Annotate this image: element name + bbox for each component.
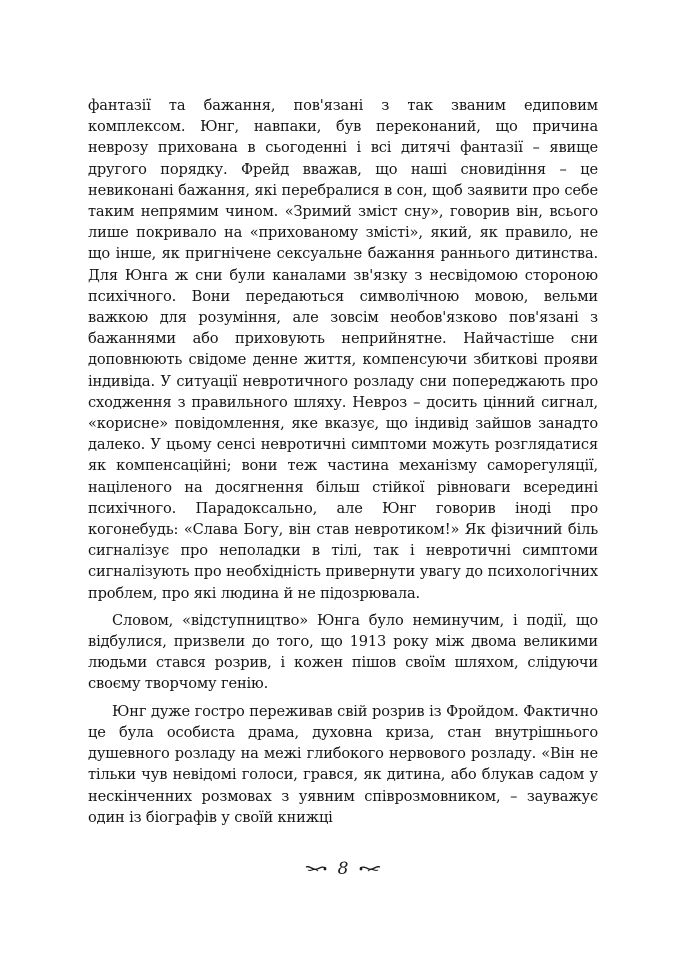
body-text (88, 95, 598, 828)
paragraph-1: фантазії та бажання, пов'язані з так званим едиповим комплексом. Юнг, навпаки, був переконаний, що причина неврозу прихована в сьогоденні і всі дитячі фантазії – явище другого порядку. Фрейд вважав, що наші сновидіння – це невиконані бажання, які перебралися в сон, щоб заявити про себе таким непрямим чином. «Зримий зміст сну», говорив він, всього лише покривало на «прихованому змісті», який, як правило, не що інше, як пригнічене сексуальне бажання раннього дитинства. Для Юнга ж сни були каналами зв'язку з несвідомою стороною психічного. Вони передаються символічною мовою, вельми важкою для розуміння, але зовсім необов'язково пов'язані з бажаннями або приховують неприйнятне. Найчастіше сни доповнюють свідоме денне життя, компенсуючи збиткові прояви індивіда. У ситуації невротичного розладу сни попереджають про сходження з правильного шляху. Невроз – досить цінний сигнал, «корисне» повідомлення, яке вказує, що індивід зайшов занадто далеко. У цьому сенсі невротичні симптоми можуть розглядатися як компенсаційні; вони теж частина механізму саморегуляції, націленого на досягнення більш стійкої рівноваги всередині психічного. Парадоксально, але Юнг говорив іноді про когонебудь: «Слава Богу, він став невротиком!» Як фізичний біль сигналізує про неполадки в тілі, так і невротичні симптоми сигналізують про необхідність привернути увагу до психологічних проблем, про які людина й не підозрювала. (88, 97, 598, 602)
page-number: 8 (337, 858, 349, 879)
fleuron-right-icon (358, 863, 382, 875)
fleuron-left-icon (304, 863, 328, 875)
page-footer (0, 858, 686, 879)
paragraph-3: Юнг дуже гостро переживав свій розрив із Фройдом. Фактично це була особиста драма, духовна криза, стан внутрішнього душевного розладу на межі глибокого нервового розладу. «Він не тільки чув невідомі голоси, грався, як дитина, або блукав садом у нескінченних розмовах з уявним співрозмовником, – зауважує один із біографів у своїй книжці (88, 702, 598, 826)
paragraph-2: Словом, «відступництво» Юнга було неминучим, і події, що відбулися, призвели до того, що 1913 року між двома великими людьми стався розрив, і кожен пішов своїм шляхом, слідуючи своєму творчому генію. (88, 611, 598, 693)
